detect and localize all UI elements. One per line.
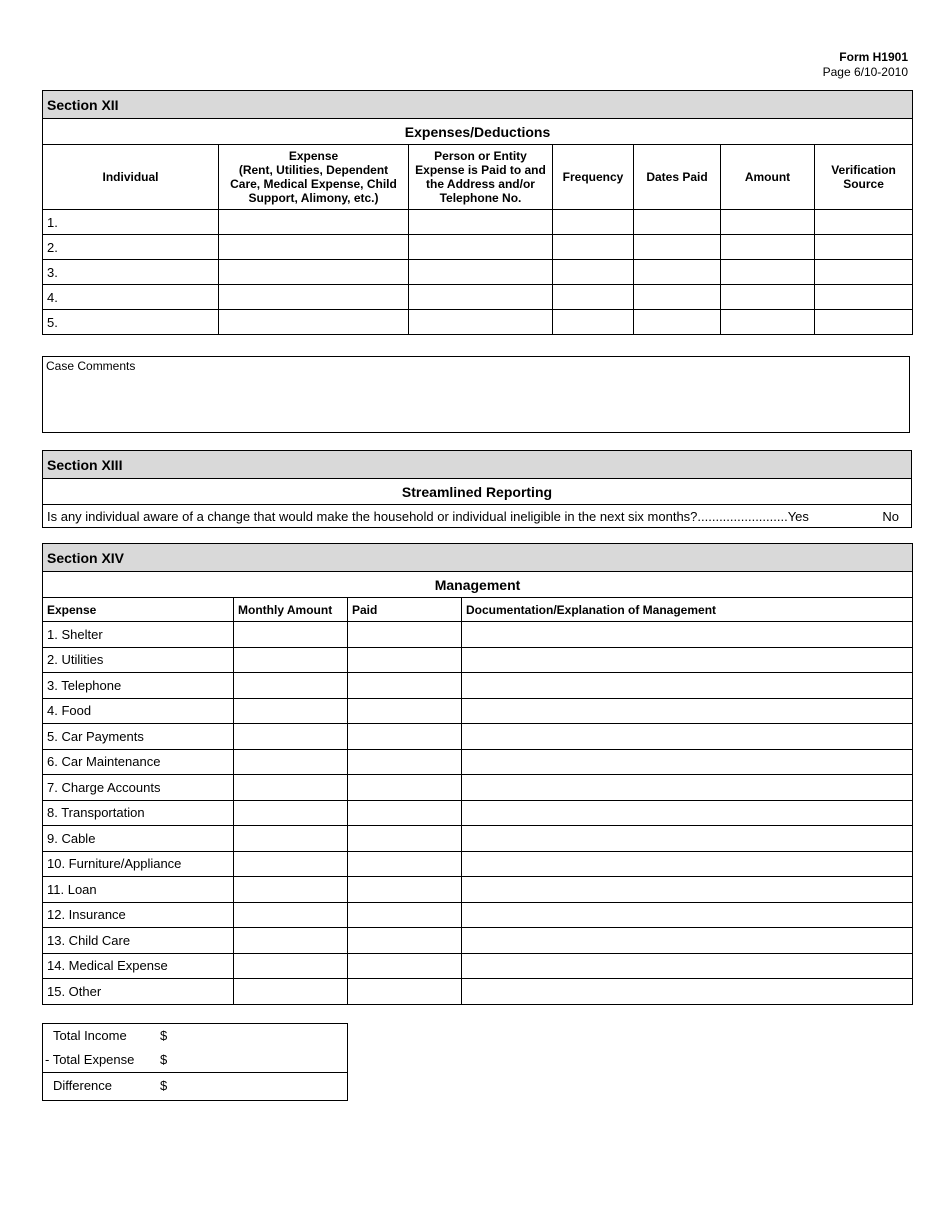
col-monthly-amount: Monthly Amount [234, 598, 348, 622]
expense-label: 15. Other [43, 979, 234, 1005]
paid-cell[interactable] [348, 673, 462, 699]
totals-row [42, 1048, 348, 1073]
paid-cell[interactable] [348, 800, 462, 826]
entry-cell[interactable] [721, 210, 815, 235]
entry-cell[interactable] [219, 285, 409, 310]
expense-label: 12. Insurance [43, 902, 234, 928]
totals-currency[interactable]: $ [152, 1048, 348, 1073]
entry-cell[interactable] [219, 210, 409, 235]
totals-label: Total Income [53, 1027, 127, 1043]
totals-label: Difference [53, 1077, 113, 1093]
expense-label: 8. Transportation [43, 800, 234, 826]
case-comments-box[interactable] [42, 356, 910, 433]
monthly-amount-cell[interactable] [234, 775, 348, 801]
management-row [43, 622, 913, 648]
section-14-table [42, 543, 913, 1005]
entry-cell[interactable] [634, 310, 721, 335]
expense-label: 2. Utilities [43, 647, 234, 673]
totals-currency[interactable]: $ [160, 1077, 168, 1093]
management-row [43, 902, 913, 928]
documentation-cell[interactable] [462, 749, 913, 775]
expense-row [43, 210, 913, 235]
management-row [43, 698, 913, 724]
streamlined-question: Is any individual aware of a change that would make the household or individual ineligible in the next six months?.........................Yes [47, 508, 809, 524]
documentation-cell[interactable] [462, 647, 913, 673]
paid-cell[interactable] [348, 724, 462, 750]
expense-label: 3. Telephone [43, 673, 234, 699]
management-row [43, 979, 913, 1005]
expense-row [43, 235, 913, 260]
row-number: 5. [43, 310, 219, 335]
management-row [43, 851, 913, 877]
expense-label: 1. Shelter [43, 622, 234, 648]
management-row [43, 647, 913, 673]
management-row [43, 928, 913, 954]
paid-cell[interactable] [348, 775, 462, 801]
monthly-amount-cell[interactable] [234, 979, 348, 1005]
section-14-subtitle: Management [43, 572, 913, 598]
col-individual: Individual [43, 145, 219, 210]
section-12-subtitle: Expenses/Deductions [43, 119, 913, 145]
no-option[interactable]: No [882, 508, 899, 524]
expense-label: 14. Medical Expense [43, 953, 234, 979]
documentation-cell[interactable] [462, 800, 913, 826]
form-number: Form H1901 [839, 50, 908, 64]
management-row [43, 673, 913, 699]
expense-label: 10. Furniture/Appliance [43, 851, 234, 877]
paid-cell[interactable] [348, 698, 462, 724]
streamlined-question-row [43, 505, 912, 528]
monthly-amount-cell[interactable] [234, 928, 348, 954]
form-header [823, 50, 908, 80]
row-number: 3. [43, 260, 219, 285]
paid-cell[interactable] [348, 851, 462, 877]
expense-label: 4. Food [43, 698, 234, 724]
entry-cell[interactable] [815, 260, 913, 285]
col-paid: Paid [348, 598, 462, 622]
entry-cell[interactable] [721, 235, 815, 260]
monthly-amount-cell[interactable] [234, 698, 348, 724]
documentation-cell[interactable] [462, 622, 913, 648]
expense-row [43, 310, 913, 335]
expense-label: 9. Cable [43, 826, 234, 852]
entry-cell[interactable] [409, 210, 553, 235]
paid-cell[interactable] [348, 622, 462, 648]
monthly-amount-cell[interactable] [234, 622, 348, 648]
monthly-amount-cell[interactable] [234, 877, 348, 903]
documentation-cell[interactable] [462, 724, 913, 750]
entry-cell[interactable] [409, 285, 553, 310]
management-row [43, 953, 913, 979]
col-person-entity: Person or Entity Expense is Paid to and the Address and/or Telephone No. [409, 145, 553, 210]
entry-cell[interactable] [553, 310, 634, 335]
row-number: 4. [43, 285, 219, 310]
section-14-title: Section XIV [43, 544, 913, 572]
paid-cell[interactable] [348, 826, 462, 852]
documentation-cell[interactable] [462, 698, 913, 724]
entry-cell[interactable] [815, 285, 913, 310]
documentation-cell[interactable] [462, 877, 913, 903]
totals-row [42, 1073, 348, 1098]
documentation-cell[interactable] [462, 902, 913, 928]
expense-label: 7. Charge Accounts [43, 775, 234, 801]
monthly-amount-cell[interactable] [234, 673, 348, 699]
entry-cell[interactable] [634, 210, 721, 235]
col-frequency: Frequency [553, 145, 634, 210]
paid-cell[interactable] [348, 979, 462, 1005]
col-expense: Expense (Rent, Utilities, Dependent Care, Medical Expense, Child Support, Alimony, etc.) [219, 145, 409, 210]
entry-cell[interactable] [634, 285, 721, 310]
monthly-amount-cell[interactable] [234, 851, 348, 877]
row-number: 2. [43, 235, 219, 260]
case-comments-label: Case Comments [46, 359, 136, 373]
paid-cell[interactable] [348, 877, 462, 903]
entry-cell[interactable] [815, 310, 913, 335]
entry-cell[interactable] [634, 235, 721, 260]
monthly-amount-cell[interactable] [234, 724, 348, 750]
entry-cell[interactable] [721, 285, 815, 310]
entry-cell[interactable] [409, 310, 553, 335]
page-number: Page 6/10-2010 [822, 65, 908, 79]
totals-row [42, 1023, 348, 1048]
entry-cell[interactable] [219, 310, 409, 335]
entry-cell[interactable] [634, 260, 721, 285]
totals-label: - Total Expense [42, 1048, 152, 1073]
monthly-amount-cell[interactable] [234, 902, 348, 928]
management-row [43, 877, 913, 903]
col-dates-paid: Dates Paid [634, 145, 721, 210]
expense-row [43, 285, 913, 310]
section-13-subtitle: Streamlined Reporting [43, 479, 912, 505]
entry-cell[interactable] [553, 285, 634, 310]
paid-cell[interactable] [348, 928, 462, 954]
management-row [43, 724, 913, 750]
expense-label: 13. Child Care [43, 928, 234, 954]
entry-cell[interactable] [721, 260, 815, 285]
paid-cell[interactable] [348, 647, 462, 673]
documentation-cell[interactable] [462, 979, 913, 1005]
col-verification-source: Verification Source [815, 145, 913, 210]
totals-currency[interactable]: $ [160, 1027, 168, 1043]
monthly-amount-cell[interactable] [234, 647, 348, 673]
entry-cell[interactable] [409, 235, 553, 260]
management-row [43, 749, 913, 775]
entry-cell[interactable] [553, 260, 634, 285]
monthly-amount-cell[interactable] [234, 826, 348, 852]
entry-cell[interactable] [815, 235, 913, 260]
management-row [43, 775, 913, 801]
documentation-cell[interactable] [462, 673, 913, 699]
entry-cell[interactable] [219, 260, 409, 285]
expense-label: 6. Car Maintenance [43, 749, 234, 775]
expense-row [43, 260, 913, 285]
expense-label: 5. Car Payments [43, 724, 234, 750]
entry-cell[interactable] [553, 235, 634, 260]
monthly-amount-cell[interactable] [234, 749, 348, 775]
section-13-table [42, 450, 912, 528]
paid-cell[interactable] [348, 953, 462, 979]
col-amount: Amount [721, 145, 815, 210]
entry-cell[interactable] [553, 210, 634, 235]
management-row [43, 800, 913, 826]
col-documentation: Documentation/Explanation of Management [462, 598, 913, 622]
section-12-table [42, 90, 913, 335]
entry-cell[interactable] [219, 235, 409, 260]
documentation-cell[interactable] [462, 775, 913, 801]
documentation-cell[interactable] [462, 928, 913, 954]
management-row [43, 826, 913, 852]
paid-cell[interactable] [348, 749, 462, 775]
monthly-amount-cell[interactable] [234, 953, 348, 979]
documentation-cell[interactable] [462, 851, 913, 877]
entry-cell[interactable] [409, 260, 553, 285]
monthly-amount-cell[interactable] [234, 800, 348, 826]
section-13-title: Section XIII [43, 451, 912, 479]
entry-cell[interactable] [721, 310, 815, 335]
entry-cell[interactable] [815, 210, 913, 235]
row-number: 1. [43, 210, 219, 235]
totals-table [42, 1023, 348, 1098]
expense-label: 11. Loan [43, 877, 234, 903]
paid-cell[interactable] [348, 902, 462, 928]
col-expense-name: Expense [43, 598, 234, 622]
section-12-title: Section XII [43, 91, 913, 119]
documentation-cell[interactable] [462, 826, 913, 852]
documentation-cell[interactable] [462, 953, 913, 979]
